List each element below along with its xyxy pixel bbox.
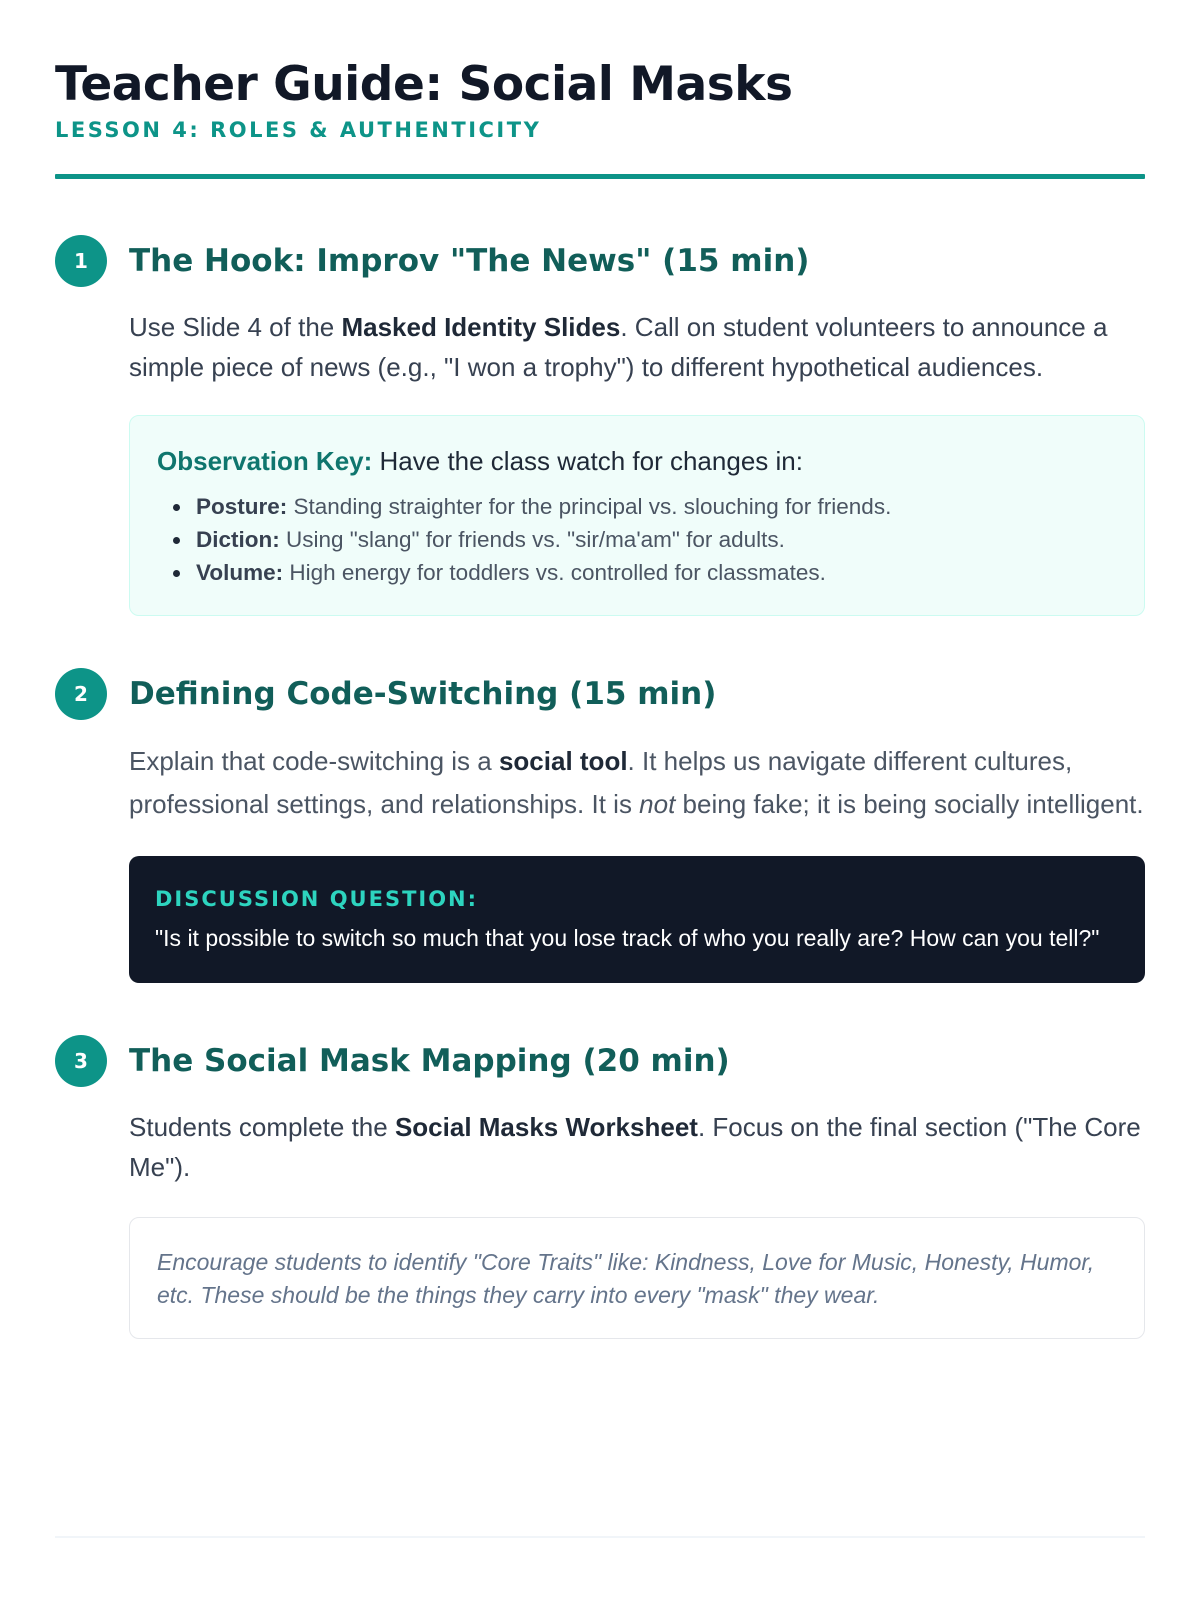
observation-intro: Have the class watch for changes in:: [372, 446, 803, 476]
teacher-note-box: [129, 1217, 1145, 1339]
section-hook: [55, 235, 1145, 616]
section-body: [129, 740, 1145, 826]
discussion-question-text: "Is it possible to switch so much that you lose track of who you really are? How can you tell?": [155, 925, 1100, 951]
body-text: . Focus on the final section ("The Core Me").: [129, 1112, 1141, 1182]
body-text: Students complete the: [129, 1112, 395, 1142]
body-bold-text: Masked Identity Slides: [341, 312, 621, 342]
title-divider: [55, 174, 1145, 179]
section-body: [129, 1107, 1145, 1187]
discussion-question-box: [129, 856, 1145, 983]
document-header: [55, 56, 1145, 179]
section-title: The Hook: Improv "The News" (15 min): [129, 243, 810, 279]
body-text: . Call on student volunteers to announce a simple piece of news (e.g., "I won a trophy") to different hypothetical audiences.: [129, 312, 1108, 382]
body-text: Use Slide 4 of the: [129, 312, 342, 342]
page-title: Teacher Guide: Social Masks: [55, 57, 793, 112]
observation-key-box: [129, 415, 1145, 616]
body-text: being fake; it is being socially intelligent.: [675, 789, 1144, 819]
body-italic-text: not: [639, 789, 676, 819]
body-bold-text: Social Masks Worksheet: [394, 1112, 698, 1142]
list-item-term: Posture:: [196, 494, 288, 519]
list-item: [157, 556, 1117, 589]
list-item-term: Volume:: [196, 560, 284, 585]
list-item-term: Diction:: [196, 527, 280, 552]
footer-divider: [55, 1536, 1145, 1538]
section-title: The Social Mask Mapping (20 min): [129, 1043, 730, 1079]
discussion-question-label: DISCUSSION QUESTION:: [155, 887, 479, 911]
list-item-text: Standing straighter for the principal vs. slouching for friends.: [287, 494, 892, 519]
section-number-badge: 2: [55, 668, 107, 720]
body-bold-text: social tool: [498, 746, 628, 776]
section-number-badge: 3: [55, 1035, 107, 1087]
body-text: . It helps us navigate different cultures, professional settings, and relationships. It is: [129, 746, 1073, 819]
observation-key-label: Observation Key:: [157, 446, 373, 476]
body-text: Explain that code-switching is a: [129, 746, 499, 776]
section-code-switching: [55, 668, 1145, 983]
list-item-text: Using "slang" for friends vs. "sir/ma'am" for adults.: [279, 527, 785, 552]
lesson-subtitle: LESSON 4: ROLES & AUTHENTICITY: [55, 118, 542, 142]
section-body: [129, 307, 1145, 387]
section-number-badge: 1: [55, 235, 107, 287]
section-title: Defining Code-Switching (15 min): [129, 676, 717, 712]
list-item: [157, 523, 1117, 556]
list-item-text: High energy for toddlers vs. controlled for classmates.: [283, 560, 826, 585]
list-item: [157, 490, 1117, 523]
observation-heading: [157, 444, 1117, 478]
teacher-note-text: Encourage students to identify "Core Traits" like: Kindness, Love for Music, Honesty, Humor, etc. These should be the things they carry into every "mask" they wear.: [157, 1249, 1095, 1308]
observation-list: [157, 490, 1117, 589]
section-mask-mapping: [55, 1035, 1145, 1339]
